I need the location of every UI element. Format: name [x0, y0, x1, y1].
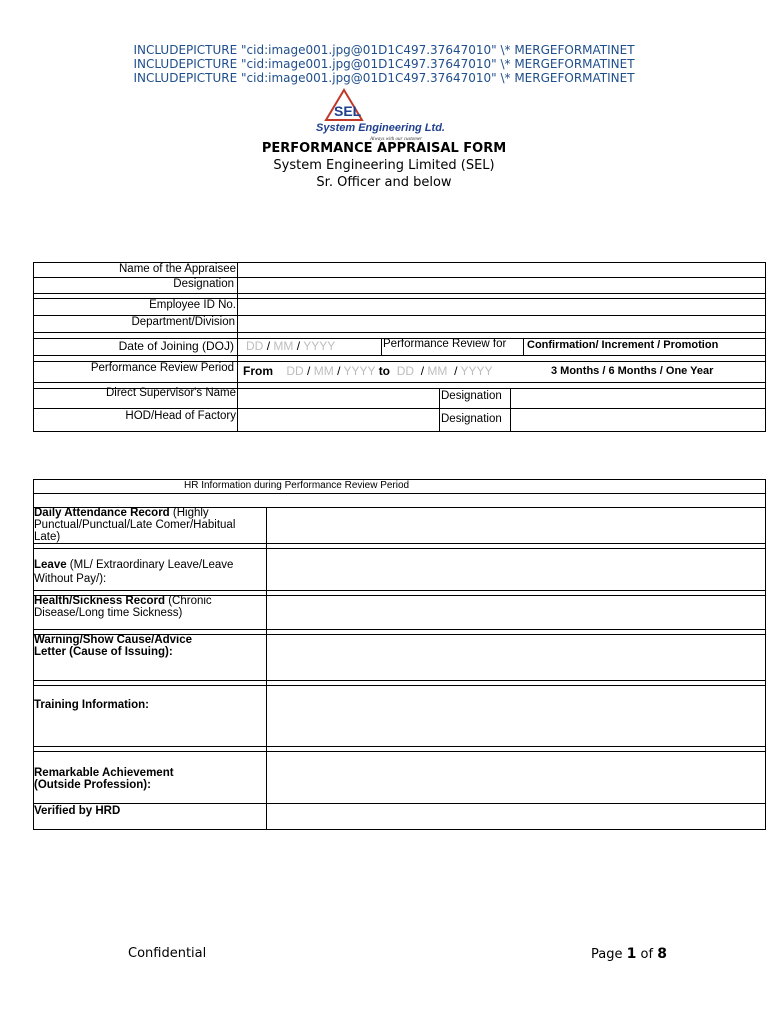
- to-month: MM: [427, 364, 448, 378]
- form-subtitle-company: System Engineering Limited (SEL): [273, 158, 495, 173]
- from-year: YYYY: [343, 364, 376, 378]
- logo-company: System Engineering Ltd.: [316, 122, 445, 134]
- verified-by-hrd-label: Verified by HRD: [34, 805, 121, 817]
- from-day: DD: [286, 364, 304, 378]
- verified-by-hrd-field[interactable]: [268, 805, 764, 829]
- employee-id-field[interactable]: [239, 299, 764, 314]
- appraisee-name-field[interactable]: [239, 263, 764, 276]
- from-label: From: [243, 364, 273, 378]
- form-title: PERFORMANCE APPRAISAL FORM: [261, 141, 507, 156]
- hod-label: HOD/Head of Factory: [125, 410, 236, 422]
- review-period-field[interactable]: [243, 364, 493, 378]
- supervisor-designation-label: Designation: [441, 390, 502, 402]
- warning-letter-label: Warning/Show Cause/Advice Letter (Cause of Issuing):: [34, 634, 193, 658]
- doj-field[interactable]: [246, 339, 335, 353]
- include-picture-line-3: INCLUDEPICTURE "cid:image001.jpg@01D1C497.37647010" \* MERGEFORMATINET: [133, 71, 635, 85]
- page-number: Page 1 of 8: [591, 946, 667, 962]
- to-day: DD: [396, 364, 415, 378]
- supervisor-name-label: Direct Supervisor's Name: [105, 387, 236, 399]
- separator: /: [307, 364, 311, 378]
- hr-info-header: HR Information during Performance Review Period: [184, 480, 410, 491]
- remarkable-achievement-field[interactable]: [268, 753, 764, 802]
- employee-id-label: Employee ID No.: [149, 299, 236, 311]
- separator: /: [296, 339, 301, 353]
- department-label: Department/Division: [131, 316, 235, 328]
- training-info-label: Training Information:: [34, 699, 149, 711]
- logo-tagline: Always with our customer: [370, 137, 423, 142]
- separator: /: [454, 364, 458, 378]
- separator: /: [420, 364, 425, 378]
- include-picture-line-1: INCLUDEPICTURE "cid:image001.jpg@01D1C497.37647010" \* MERGEFORMATINET: [133, 43, 635, 57]
- form-subtitle-scope: Sr. Officer and below: [316, 175, 452, 190]
- hod-designation-field[interactable]: [512, 410, 764, 430]
- warning-letter-field[interactable]: [268, 636, 764, 679]
- hod-designation-label: Designation: [441, 413, 502, 425]
- supervisor-name-field[interactable]: [239, 389, 437, 407]
- doj-day: DD: [246, 339, 264, 353]
- remarkable-achievement-label: Remarkable Achievement (Outside Profession):: [34, 767, 174, 791]
- leave-label: Leave (ML/ Extraordinary Leave/Leave Without Pay/):: [34, 559, 234, 585]
- department-field[interactable]: [239, 316, 764, 331]
- designation-field[interactable]: [239, 278, 764, 292]
- logo-mark: SEL: [334, 103, 362, 119]
- to-label: to: [378, 364, 391, 378]
- appraisee-name-label: Name of the Appraisee: [119, 263, 236, 275]
- from-month: MM: [313, 364, 334, 378]
- separator: /: [266, 339, 271, 353]
- health-record-field[interactable]: [268, 597, 764, 628]
- review-period-options[interactable]: 3 Months / 6 Months / One Year: [551, 365, 714, 377]
- designation-label: Designation: [173, 278, 234, 290]
- training-info-field[interactable]: [268, 687, 764, 745]
- doj-label: Date of Joining (DOJ): [118, 339, 234, 353]
- health-record-label: Health/Sickness Record (Chronic Disease/Long time Sickness): [34, 595, 212, 619]
- confidential-label: Confidential: [128, 946, 207, 961]
- supervisor-designation-field[interactable]: [512, 389, 764, 407]
- review-for-label: Performance Review for: [383, 338, 507, 350]
- doj-year: YYYY: [303, 339, 336, 353]
- separator: /: [337, 364, 341, 378]
- doj-month: MM: [273, 339, 294, 353]
- hod-name-field[interactable]: [239, 410, 437, 430]
- leave-field[interactable]: [268, 550, 764, 589]
- company-logo: [312, 88, 462, 142]
- attendance-record-field[interactable]: [268, 509, 764, 542]
- attendance-record-label: Daily Attendance Record (Highly Punctual/Punctual/Late Comer/Habitual Late): [34, 507, 236, 543]
- include-picture-line-2: INCLUDEPICTURE "cid:image001.jpg@01D1C497.37647010" \* MERGEFORMATINET: [133, 57, 635, 71]
- review-for-options[interactable]: Confirmation/ Increment / Promotion: [527, 339, 719, 351]
- to-year: YYYY: [460, 364, 493, 378]
- review-period-label: Performance Review Period: [90, 362, 234, 374]
